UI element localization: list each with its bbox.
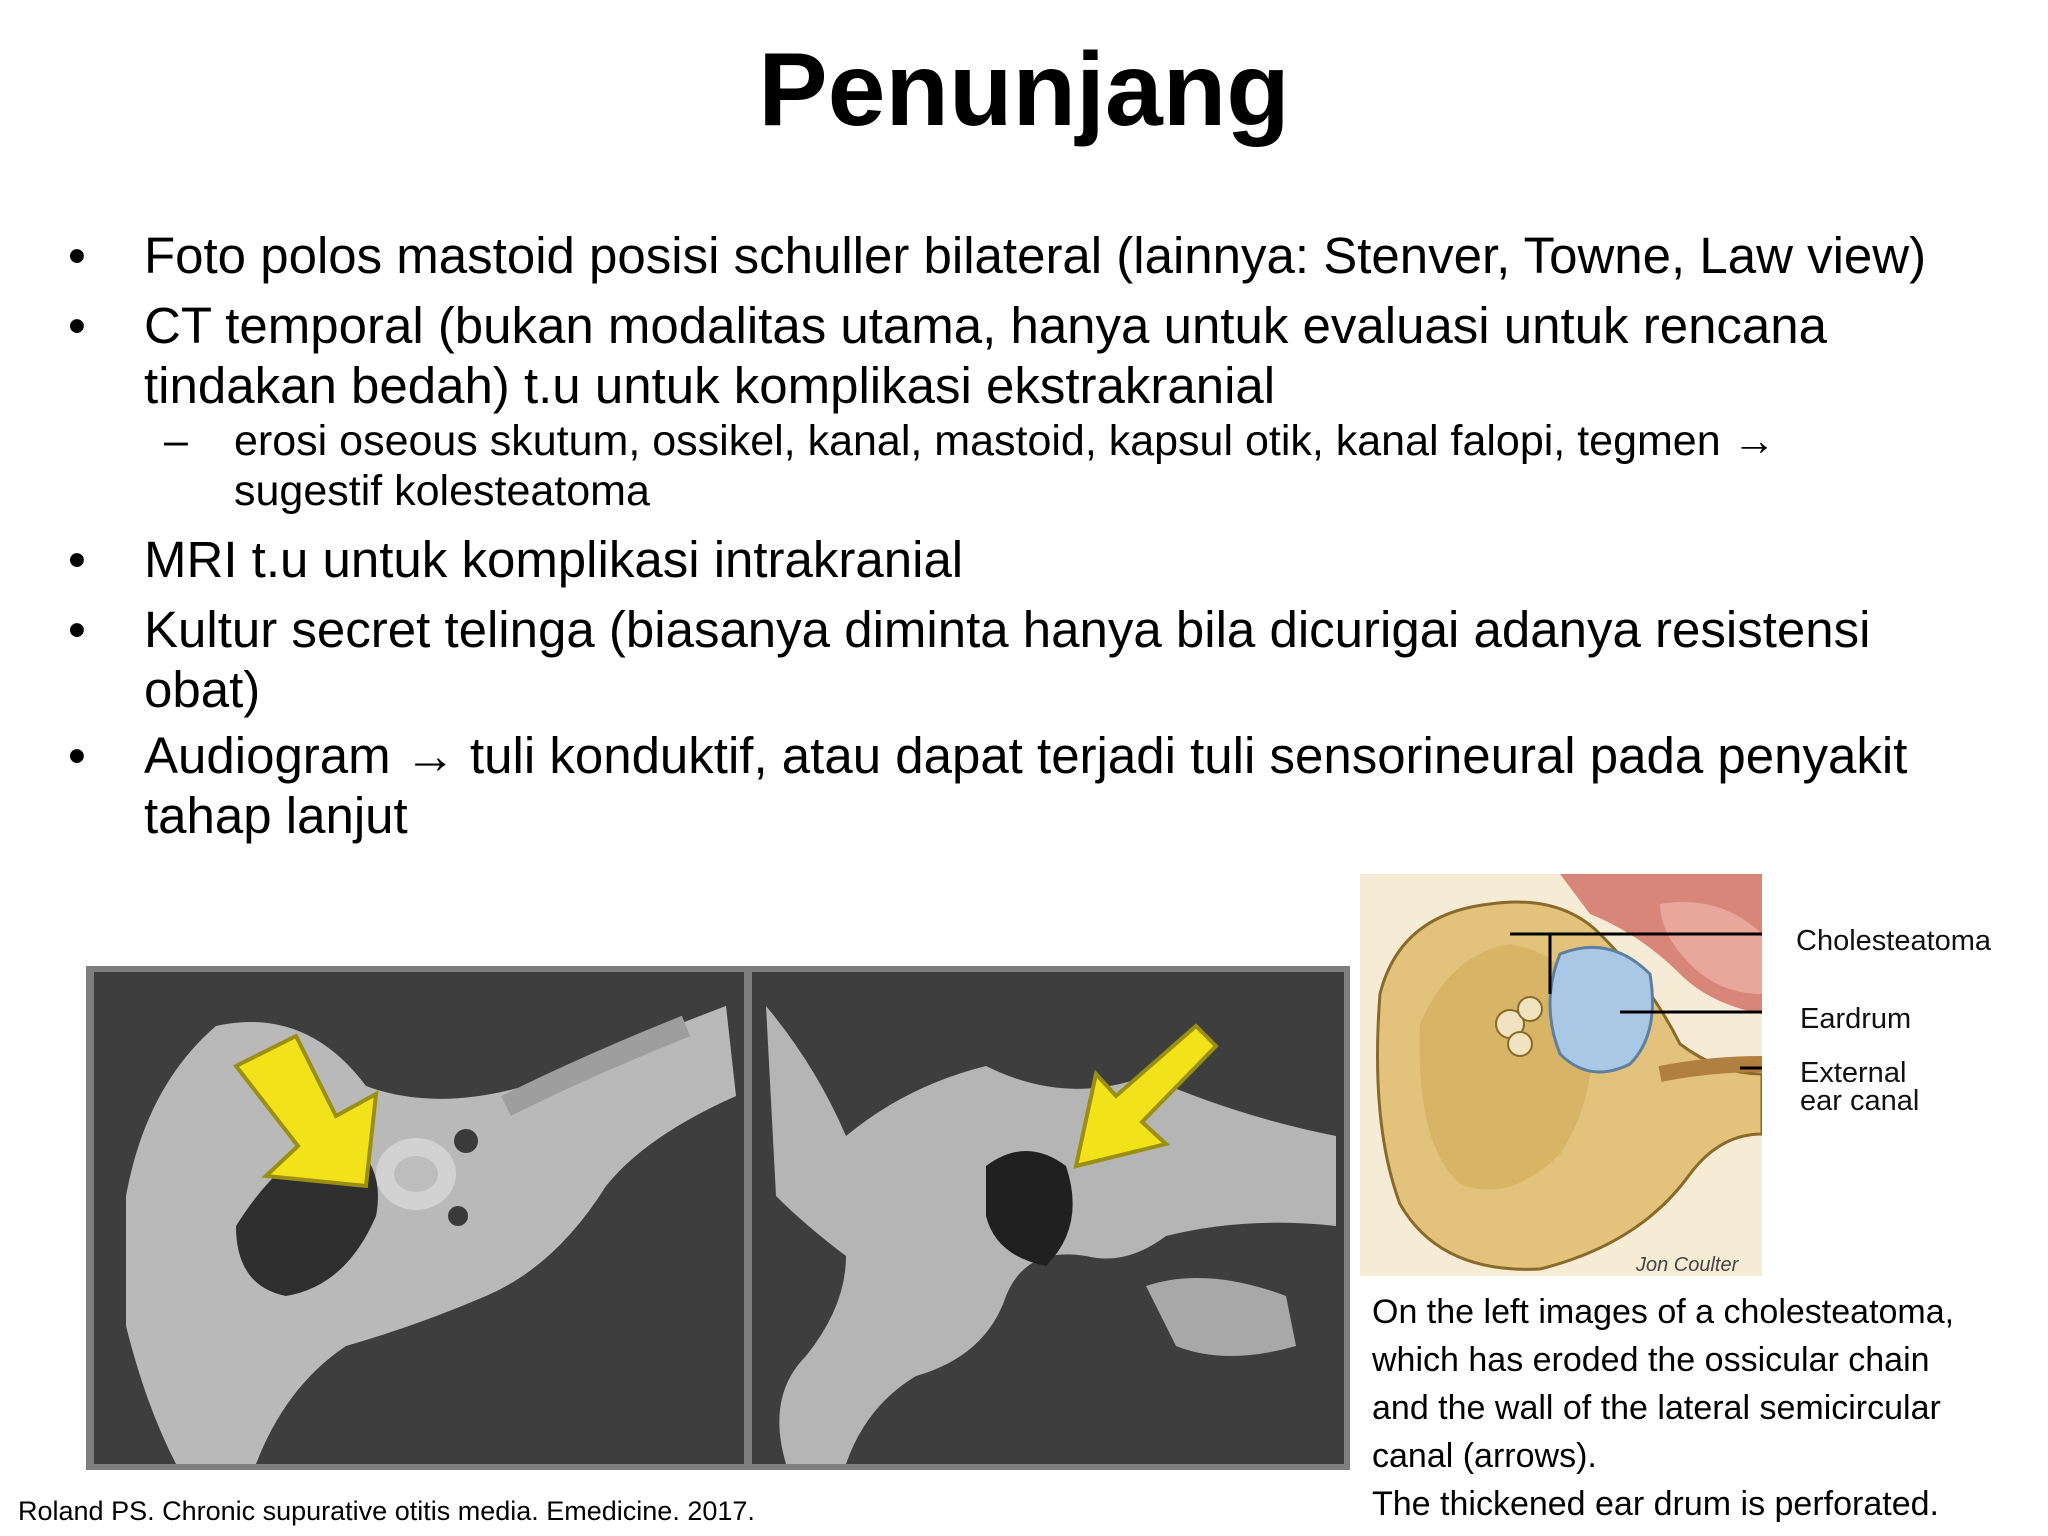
bullet-item — [68, 530, 2004, 590]
ct-scan-right — [752, 972, 1344, 1464]
caption-line: On the left images of a cholesteatoma, — [1372, 1293, 1955, 1331]
bullet-text: CT temporal (bukan modalitas utama, hanya untuk evaluasi untuk rencana tindakan bedah) t.u untuk komplikasi ekstrakranial — [144, 297, 1828, 414]
bullet-text: Foto polos mastoid posisi schuller bilateral (lainnya: Stenver, Towne, Law view) — [144, 227, 1927, 284]
bullet-item — [68, 226, 2004, 286]
citation: Roland PS. Chronic supurative otitis media. Emedicine. 2017. — [18, 1496, 755, 1526]
bullet-marker: • — [68, 531, 86, 588]
caption-line: which has eroded the ossicular chain — [1372, 1341, 1930, 1379]
bullet-text: Kultur secret telinga (biasanya diminta hanya bila dicurigai adanya resistensi obat) — [144, 601, 1871, 718]
bullet-text: Audiogram → tuli konduktif, atau dapat terjadi tuli sensorineural pada penyakit tahap lanjut — [144, 727, 1908, 844]
bullet-marker: • — [68, 227, 86, 284]
ct-scan-images — [86, 966, 1350, 1470]
bullet-item — [68, 600, 1944, 720]
label-cholesteatoma: Cholesteatoma — [1796, 925, 1992, 957]
figure-caption — [1372, 1288, 2032, 1528]
bullet-item — [68, 726, 2024, 846]
sub-bullet-marker: – — [164, 417, 188, 465]
ear-anatomy-diagram — [1360, 874, 1762, 1276]
label-external-ear-canal-line1: External — [1800, 1057, 1907, 1089]
bullet-marker: • — [68, 601, 86, 658]
bullet-marker: • — [68, 297, 86, 354]
sub-bullet-text: erosi oseous skutum, ossikel, kanal, mastoid, kapsul otik, kanal falopi, tegmen → sugestif kolesteatoma — [234, 417, 1776, 515]
ct-scan-left — [94, 972, 744, 1464]
label-eardrum: Eardrum — [1800, 1003, 1912, 1035]
slide-title: Penunjang — [758, 32, 1290, 148]
bullet-item — [68, 296, 1904, 416]
bullet-marker: • — [68, 727, 86, 784]
label-external-ear-canal-line2: ear canal — [1800, 1085, 1920, 1117]
caption-line: canal (arrows). — [1372, 1437, 1597, 1475]
caption-line: The thickened ear drum is perforated. — [1372, 1485, 1939, 1523]
artist-credit: Jon Coulter — [1636, 1254, 1739, 1276]
bullet-text: MRI t.u untuk komplikasi intrakranial — [144, 531, 964, 588]
caption-line: and the wall of the lateral semicircular — [1372, 1389, 1941, 1427]
sub-bullet-item — [164, 416, 1934, 516]
